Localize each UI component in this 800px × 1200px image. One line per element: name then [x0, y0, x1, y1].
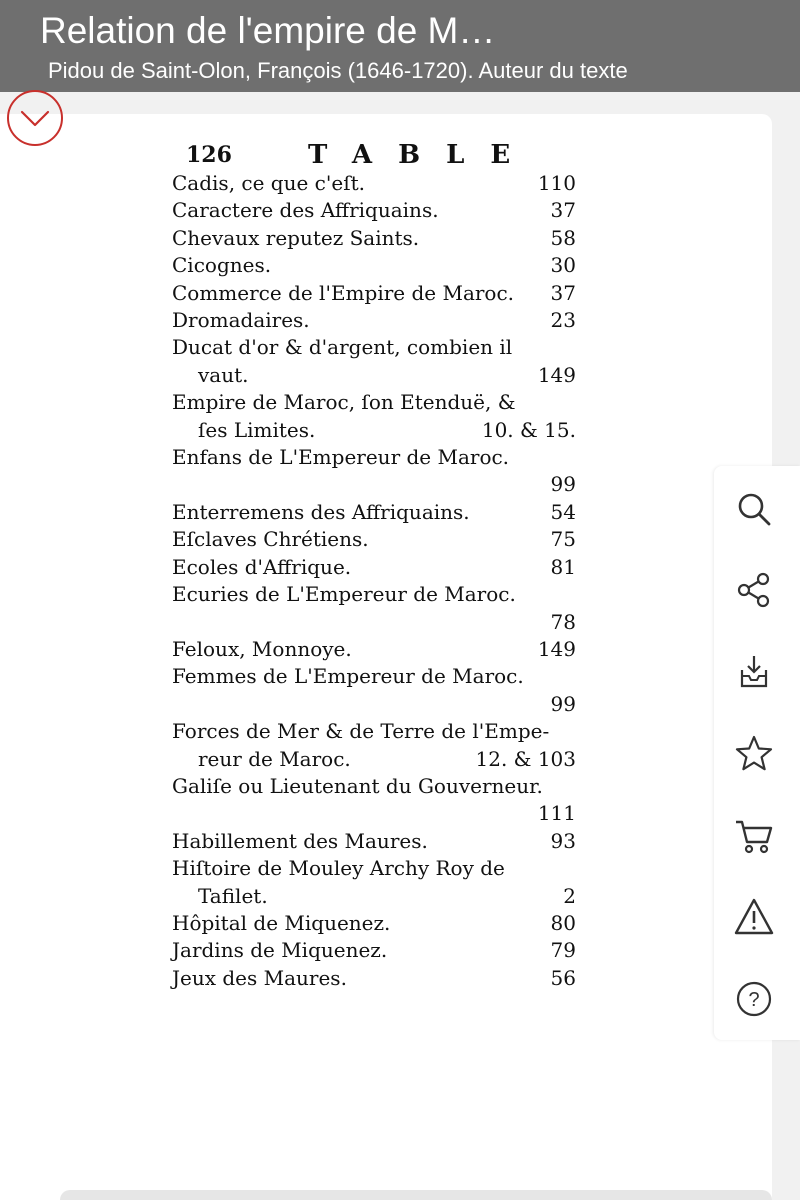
entry-text: Eſclaves Chrétiens.	[172, 527, 369, 552]
entry-continuation: vaut.	[198, 362, 249, 387]
index-entry	[172, 937, 580, 964]
entry-text: Cadis, ce que c'eſt.	[172, 171, 366, 195]
entry-text: Femmes de L'Empereur de Maroc.	[172, 664, 524, 689]
warning-icon	[733, 897, 775, 937]
index-entry	[172, 965, 580, 992]
entry-text: Enfans de L'Empereur de Maroc.	[172, 445, 510, 470]
svg-text:?: ?	[748, 989, 760, 1011]
running-head-title: TABLE	[308, 140, 537, 170]
entry-page: 58	[550, 225, 576, 250]
report-button[interactable]	[731, 894, 777, 940]
scanned-page	[160, 130, 600, 1000]
download-button[interactable]	[731, 649, 777, 695]
index-entry	[172, 718, 580, 773]
entry-text: Hiſtoire de Mouley Archy Roy de	[172, 856, 505, 881]
entry-page: 54	[550, 499, 576, 524]
cart-button[interactable]	[731, 813, 777, 859]
index-entry	[172, 252, 580, 279]
entry-page: 37	[550, 280, 576, 305]
share-icon	[734, 570, 774, 610]
entry-text: Galiſe ou Lieutenant du Gouverneur.	[172, 773, 543, 798]
entry-text: Ducat d'or & d'argent, combien il	[172, 335, 513, 360]
index-entry	[172, 773, 580, 828]
entry-page: 149	[537, 636, 576, 661]
entry-text: Caractere des Affriquains.	[172, 198, 439, 223]
index-entry	[172, 526, 580, 553]
index-entry	[172, 910, 580, 937]
entry-text: Dromadaires.	[172, 308, 310, 333]
document-title[interactable]: Relation de l'empire de M…	[40, 10, 496, 51]
index-entry	[172, 170, 580, 197]
entry-page: 110	[537, 171, 576, 195]
action-sidebar	[714, 466, 800, 1040]
download-icon	[734, 652, 774, 692]
entry-page: 93	[550, 828, 576, 853]
entry-page: 56	[550, 965, 576, 990]
entry-page: 99	[550, 472, 576, 497]
index-entry	[172, 855, 580, 910]
entry-text: Ecuries de L'Empereur de Maroc.	[172, 582, 516, 607]
search-button[interactable]	[731, 486, 777, 532]
entry-page: 79	[550, 938, 576, 963]
index-entry	[172, 554, 580, 581]
running-head	[178, 142, 578, 170]
index-list	[172, 170, 580, 992]
entry-text: Jardins de Miquenez.	[172, 938, 388, 963]
entry-page: 12. & 103	[475, 746, 576, 771]
entry-continuation: Tafilet.	[198, 883, 268, 908]
page-number: 126	[186, 142, 232, 168]
entry-text: Empire de Maroc, ſon Etenduë, &	[172, 390, 516, 415]
entry-page: 10. & 15.	[481, 417, 576, 442]
entry-page: 81	[550, 554, 576, 579]
index-entry	[172, 663, 580, 718]
entry-page: 37	[550, 198, 576, 223]
entry-text: Hôpital de Miquenez.	[172, 910, 391, 935]
document-author[interactable]: Pidou de Saint-Olon, François (1646-1720). Auteur du texte	[48, 58, 628, 83]
star-icon	[734, 734, 774, 774]
top-bar	[0, 0, 800, 92]
entry-page: 99	[550, 691, 576, 716]
entry-page: 149	[537, 362, 576, 387]
entry-continuation: ſes Limites.	[198, 417, 316, 442]
index-entry	[172, 280, 580, 307]
help-icon	[734, 979, 774, 1019]
entry-page: 23	[550, 308, 576, 333]
share-button[interactable]	[731, 567, 777, 613]
favorite-button[interactable]	[731, 731, 777, 777]
entry-page: 78	[550, 609, 576, 634]
index-entry	[172, 581, 580, 636]
entry-text: Forces de Mer & de Terre de l'Empe-	[172, 719, 550, 744]
chevron-down-icon	[9, 92, 61, 144]
search-icon	[734, 489, 774, 529]
index-entry	[172, 225, 580, 252]
entry-text: Feloux, Monnoye.	[172, 636, 352, 661]
index-entry	[172, 444, 580, 499]
entry-text: Chevaux reputez Saints.	[172, 225, 420, 250]
bottom-panel-edge	[60, 1190, 772, 1200]
index-entry	[172, 307, 580, 334]
entry-page: 80	[550, 910, 576, 935]
entry-page: 111	[537, 801, 576, 826]
entry-page: 30	[550, 253, 576, 278]
index-entry	[172, 636, 580, 663]
index-entry	[172, 334, 580, 389]
entry-text: Jeux des Maures.	[172, 965, 347, 990]
entry-page: 75	[550, 527, 576, 552]
help-button[interactable]	[731, 976, 777, 1022]
entry-text: Ecoles d'Affrique.	[172, 554, 352, 579]
cart-icon	[734, 816, 774, 856]
entry-page: 2	[563, 883, 576, 908]
entry-text: Habillement des Maures.	[172, 828, 428, 853]
index-entry	[172, 499, 580, 526]
expand-details-button[interactable]	[7, 90, 63, 146]
entry-text: Commerce de l'Empire de Maroc.	[172, 280, 515, 305]
entry-text: Cicognes.	[172, 253, 272, 278]
entry-text: Enterremens des Affriquains.	[172, 499, 470, 524]
index-entry	[172, 828, 580, 855]
entry-continuation: reur de Maroc.	[198, 746, 351, 771]
index-entry	[172, 197, 580, 224]
index-entry	[172, 389, 580, 444]
